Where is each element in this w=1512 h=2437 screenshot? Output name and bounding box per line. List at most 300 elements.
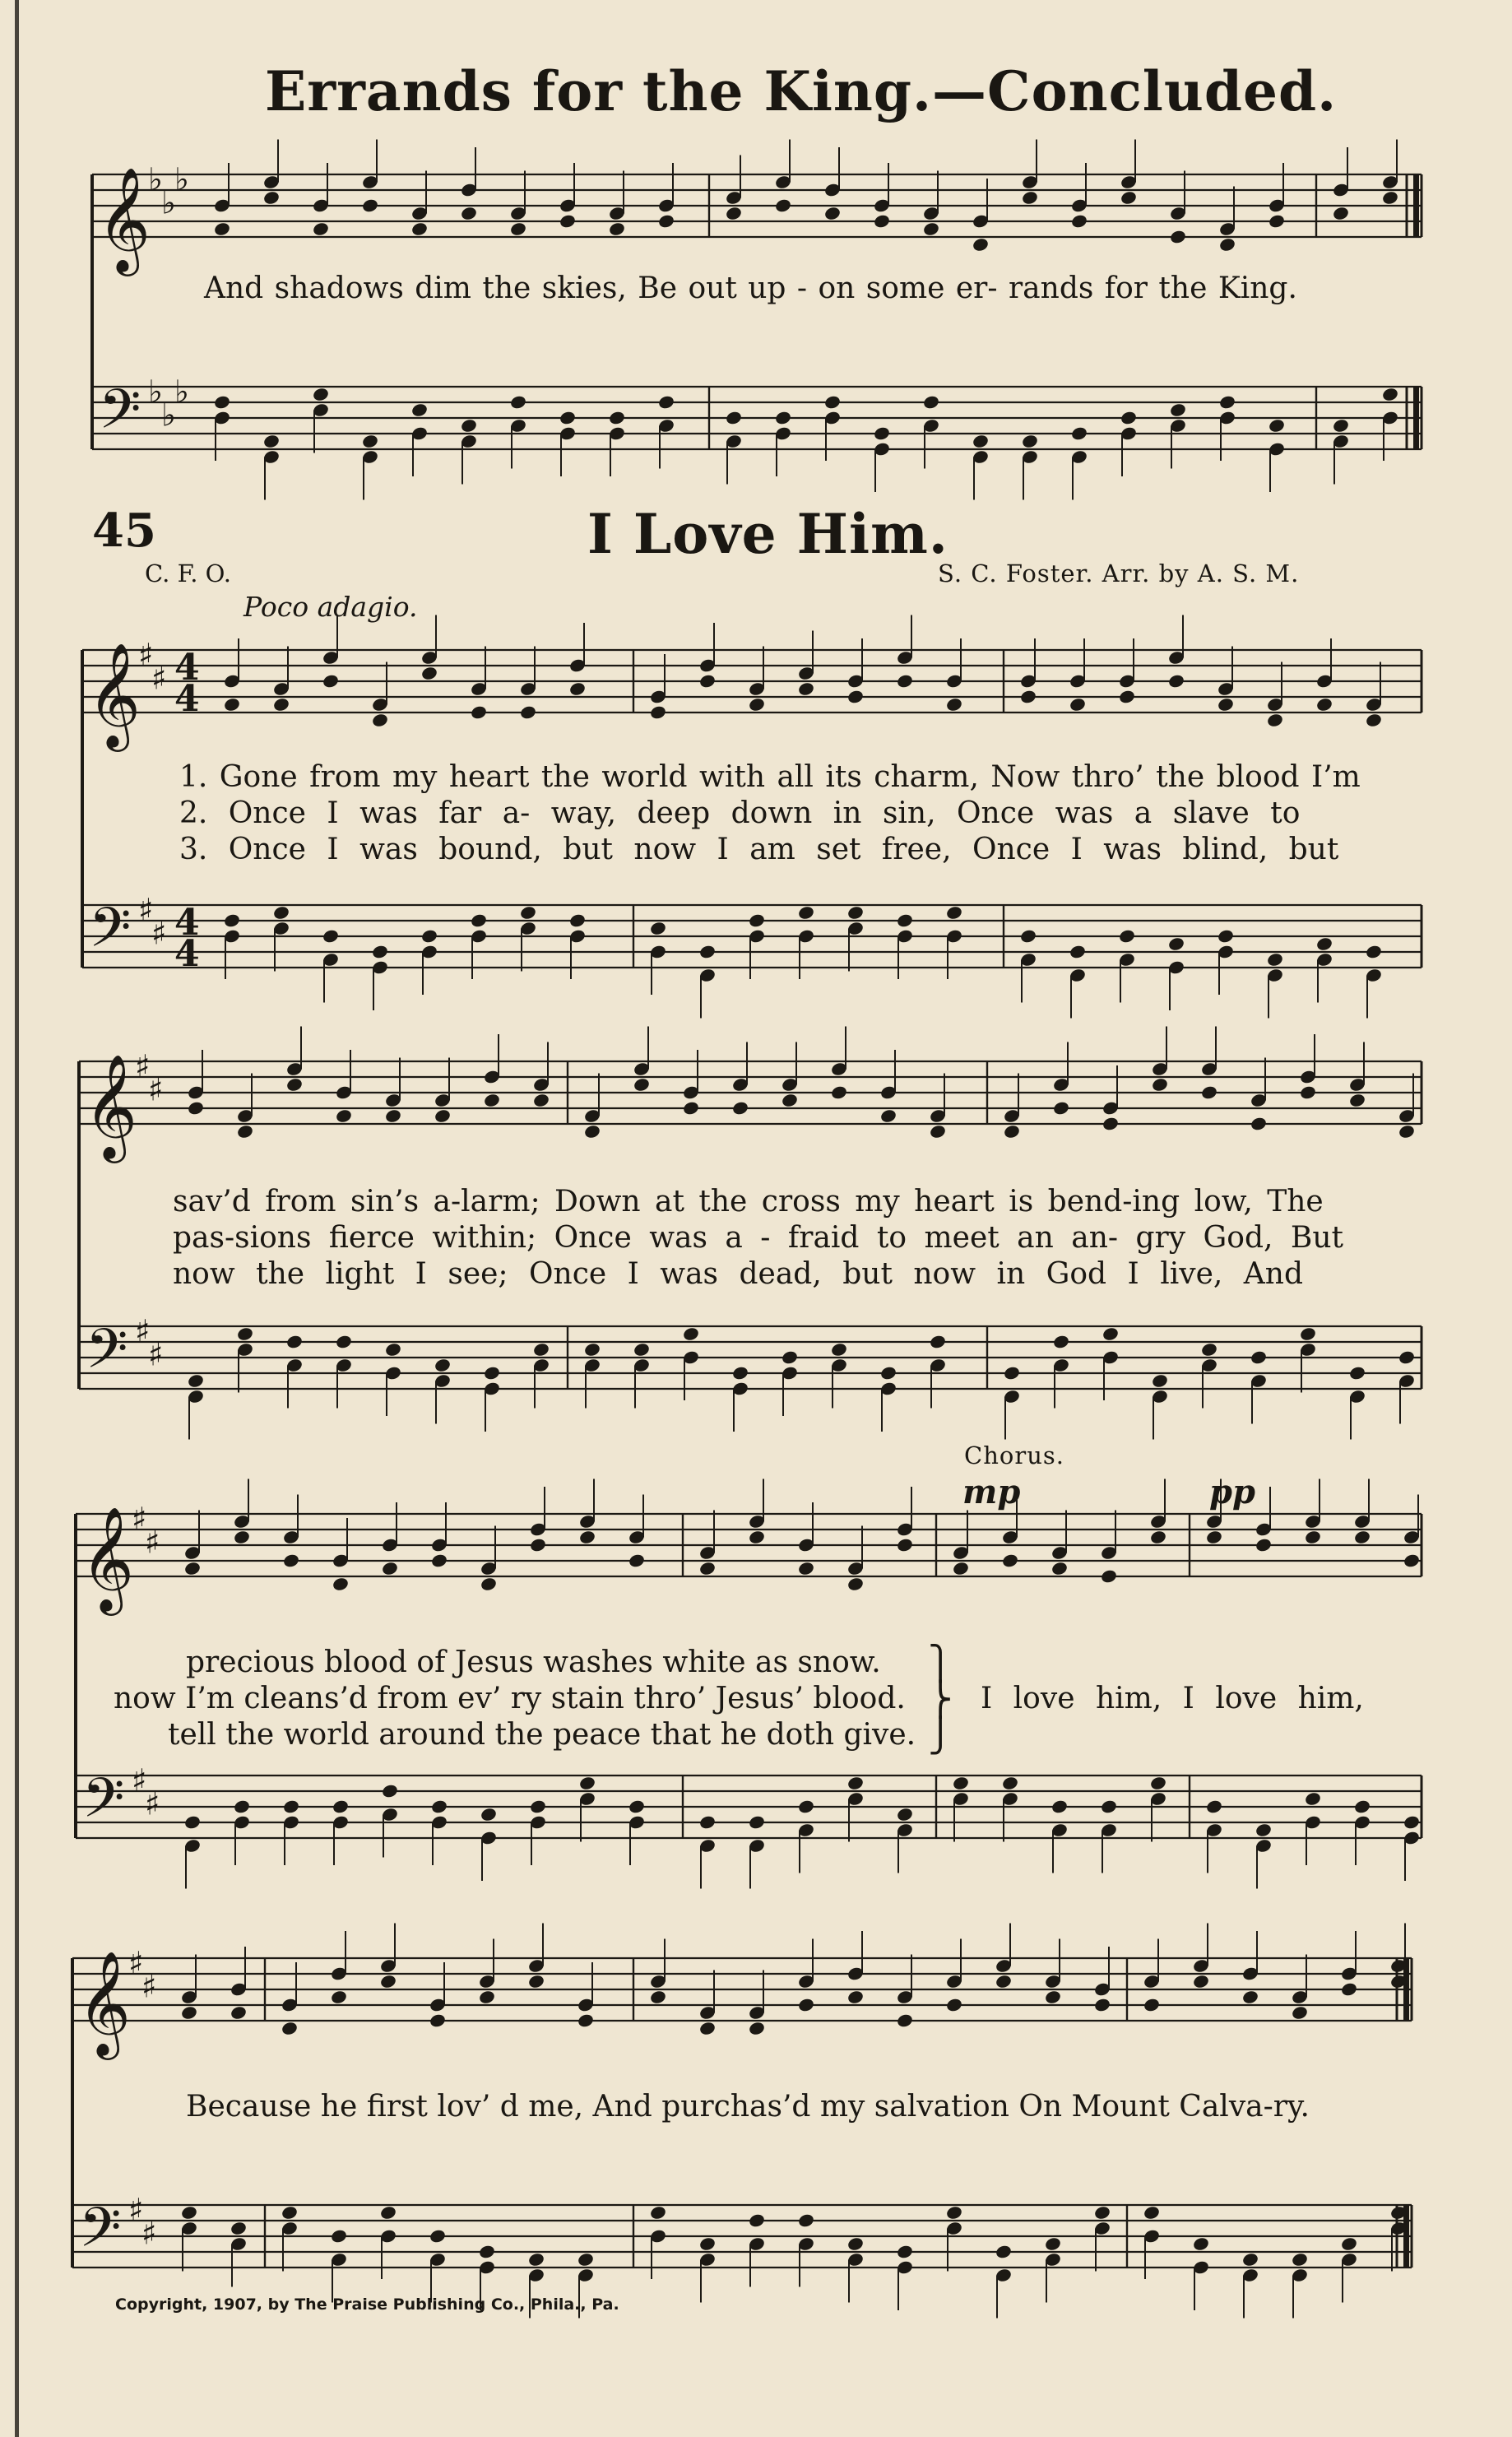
note-head bbox=[846, 2236, 865, 2252]
treble-clef-icon: 𝄞 bbox=[84, 1053, 138, 1158]
note-head bbox=[1003, 1365, 1021, 1381]
note-head bbox=[519, 704, 537, 720]
note-head bbox=[1200, 1342, 1218, 1358]
note-head bbox=[578, 1530, 596, 1545]
note-head bbox=[649, 921, 667, 936]
note-head bbox=[434, 1358, 452, 1373]
note-head bbox=[322, 928, 340, 944]
final-barline-thick bbox=[1413, 174, 1419, 237]
note-head bbox=[846, 1776, 865, 1791]
note-head bbox=[698, 673, 717, 689]
note-head bbox=[519, 905, 537, 921]
note-head bbox=[460, 206, 478, 221]
note-head bbox=[879, 1365, 897, 1381]
note-head bbox=[972, 434, 990, 449]
note-head bbox=[381, 1783, 399, 1799]
flat-icon: ♭ bbox=[174, 374, 189, 410]
note-head bbox=[1398, 1349, 1416, 1365]
note-head bbox=[649, 1989, 667, 2005]
note-head bbox=[559, 213, 577, 229]
note-head bbox=[230, 2005, 248, 2021]
note-head bbox=[1167, 936, 1185, 952]
note-head bbox=[748, 2021, 766, 2036]
note-head bbox=[698, 2236, 717, 2252]
note-head bbox=[922, 394, 940, 410]
sharp-icon: ♯ bbox=[138, 892, 154, 928]
flat-icon: ♭ bbox=[161, 184, 176, 221]
previous-song-lyric: And shadows dim the skies, Be out up - on some er- rands for the King. bbox=[204, 272, 1297, 305]
note-head bbox=[371, 944, 389, 959]
verse-1-line-1: 1. Gone from my heart the world with all its charm, Now thro’ the blood I’m bbox=[179, 760, 1361, 794]
note-head bbox=[236, 1326, 254, 1342]
note-head bbox=[698, 2021, 717, 2036]
flat-icon: ♭ bbox=[174, 161, 189, 197]
note-head bbox=[748, 912, 766, 928]
note-head bbox=[282, 1553, 300, 1568]
note-head bbox=[230, 2221, 248, 2236]
note-head bbox=[1268, 418, 1286, 434]
note-head bbox=[1102, 1116, 1120, 1131]
dynamic-mp: mp bbox=[962, 1473, 1021, 1511]
note-head bbox=[1200, 1084, 1218, 1100]
note-head bbox=[748, 1530, 766, 1545]
note-head bbox=[774, 197, 792, 213]
note-head bbox=[371, 713, 389, 728]
note-head bbox=[335, 1108, 353, 1124]
time-signature-digit: 4 bbox=[174, 647, 200, 689]
note-head bbox=[1255, 1822, 1273, 1838]
note-head bbox=[379, 1974, 397, 1989]
note-head bbox=[781, 1349, 799, 1365]
note-head bbox=[282, 1799, 300, 1814]
note-head bbox=[529, 1537, 547, 1553]
note-head bbox=[929, 1334, 947, 1349]
final-barline-thick bbox=[1413, 387, 1419, 449]
note-head bbox=[1205, 1799, 1223, 1814]
note-head bbox=[1169, 229, 1187, 244]
note-head bbox=[233, 1530, 251, 1545]
note-head bbox=[995, 2244, 1013, 2259]
note-head bbox=[1217, 928, 1235, 944]
sharp-icon: ♯ bbox=[132, 1762, 147, 1799]
note-head bbox=[1019, 689, 1037, 704]
note-head bbox=[846, 689, 865, 704]
note-head bbox=[1299, 1326, 1317, 1342]
verse-1-line-2: sav’d from sin’s a-larm; Down at the cross my heart is bend-ing low, The bbox=[173, 1185, 1324, 1218]
note-head bbox=[1169, 402, 1187, 418]
note-head bbox=[896, 2012, 914, 2028]
note-head bbox=[830, 1084, 848, 1100]
note-head bbox=[830, 1342, 848, 1358]
note-head bbox=[682, 1326, 700, 1342]
note-head bbox=[1250, 1116, 1268, 1131]
note-head bbox=[577, 2012, 595, 2028]
note-head bbox=[285, 1334, 304, 1349]
note-head bbox=[384, 1108, 402, 1124]
note-head bbox=[312, 387, 330, 402]
note-head bbox=[608, 410, 626, 425]
note-head bbox=[628, 1553, 646, 1568]
note-head bbox=[995, 1974, 1013, 1989]
note-head bbox=[578, 1776, 596, 1791]
note-head bbox=[846, 1576, 865, 1592]
note-head bbox=[183, 1561, 202, 1576]
note-head bbox=[532, 1342, 550, 1358]
note-head bbox=[1167, 673, 1185, 689]
song-title: I Love Him. bbox=[587, 502, 948, 566]
chorus-line: Because he first lov’ d me, And purchas’d my salvation On Mount Calva-ry. bbox=[186, 2090, 1310, 2124]
note-head bbox=[608, 221, 626, 237]
treble-clef-icon: 𝄞 bbox=[77, 1950, 132, 2055]
note-head bbox=[577, 2252, 595, 2268]
note-head bbox=[1052, 1334, 1070, 1349]
note-head bbox=[480, 1807, 498, 1822]
note-head bbox=[952, 1776, 970, 1791]
note-head bbox=[262, 434, 281, 449]
note-head bbox=[682, 1100, 700, 1116]
note-head bbox=[1340, 1981, 1358, 1997]
note-head bbox=[332, 1799, 350, 1814]
note-head bbox=[774, 410, 792, 425]
note-head bbox=[1019, 928, 1037, 944]
note-head bbox=[529, 1799, 547, 1814]
note-head bbox=[945, 905, 963, 921]
note-head bbox=[649, 704, 667, 720]
note-head bbox=[180, 2005, 198, 2021]
note-head bbox=[1003, 1124, 1021, 1140]
note-head bbox=[698, 1561, 717, 1576]
note-head bbox=[213, 221, 231, 237]
note-head bbox=[1218, 394, 1236, 410]
note-head bbox=[1332, 206, 1350, 221]
note-head bbox=[568, 681, 587, 697]
note-head bbox=[480, 1576, 498, 1592]
note-head bbox=[1381, 387, 1399, 402]
tempo-marking: Poco adagio. bbox=[243, 591, 418, 623]
note-head bbox=[922, 221, 940, 237]
note-head bbox=[873, 213, 891, 229]
note-head bbox=[1149, 1530, 1167, 1545]
note-head bbox=[1205, 1530, 1223, 1545]
verse-3-line-3: tell the world around the peace that he doth give. bbox=[168, 1718, 916, 1752]
verse-3-line-1: 3. Once I was bound, but now I am set free, Once I was blind, but bbox=[179, 833, 1339, 866]
note-head bbox=[1118, 928, 1136, 944]
note-head bbox=[233, 1799, 251, 1814]
meter-label: C. F. O. bbox=[145, 559, 231, 587]
dynamic-pp: pp bbox=[1209, 1473, 1255, 1511]
verse-1-line-3: precious blood of Jesus washes white as snow. bbox=[186, 1646, 881, 1679]
note-head bbox=[1120, 190, 1138, 206]
composer-credit: S. C. Foster. Arr. by A. S. M. bbox=[938, 559, 1300, 587]
note-head bbox=[1069, 697, 1087, 713]
note-head bbox=[945, 2205, 963, 2221]
note-head bbox=[1021, 190, 1039, 206]
note-head bbox=[509, 394, 527, 410]
note-head bbox=[929, 1124, 947, 1140]
chorus-words: I love him, I love him, bbox=[981, 1682, 1364, 1715]
sharp-icon: ♯ bbox=[135, 1313, 151, 1349]
note-head bbox=[381, 1561, 399, 1576]
note-head bbox=[1100, 1568, 1118, 1584]
note-head bbox=[1218, 237, 1236, 253]
note-head bbox=[781, 1093, 799, 1108]
verse-2-line-1: 2. Once I was far a- way, deep down in sin, Once was a slave to bbox=[179, 796, 1301, 830]
note-head bbox=[1348, 1093, 1366, 1108]
note-head bbox=[1192, 2236, 1210, 2252]
note-head bbox=[379, 2205, 397, 2221]
note-head bbox=[1266, 713, 1284, 728]
note-head bbox=[1044, 1989, 1062, 2005]
note-head bbox=[797, 1997, 815, 2012]
note-head bbox=[1021, 434, 1039, 449]
note-head bbox=[628, 1799, 646, 1814]
note-head bbox=[568, 912, 587, 928]
note-head bbox=[187, 1100, 205, 1116]
note-head bbox=[1044, 2236, 1062, 2252]
time-signature-digit: 4 bbox=[174, 902, 200, 944]
note-head bbox=[1070, 425, 1088, 441]
note-head bbox=[797, 1799, 815, 1814]
note-head bbox=[972, 237, 990, 253]
note-head bbox=[896, 912, 914, 928]
note-head bbox=[236, 1124, 254, 1140]
note-head bbox=[879, 1108, 897, 1124]
note-head bbox=[1268, 213, 1286, 229]
note-head bbox=[1255, 1537, 1273, 1553]
note-head bbox=[1143, 1997, 1161, 2012]
copyright-notice: Copyright, 1907, by The Praise Publishing Co., Phila., Pa. bbox=[115, 2295, 619, 2314]
note-head bbox=[1304, 1530, 1322, 1545]
treble-clef-icon: 𝄞 bbox=[97, 166, 151, 272]
note-head bbox=[583, 1124, 601, 1140]
note-head bbox=[223, 697, 241, 713]
chorus-label: Chorus. bbox=[964, 1441, 1064, 1469]
note-head bbox=[330, 1989, 348, 2005]
note-head bbox=[483, 1093, 501, 1108]
note-head bbox=[797, 681, 815, 697]
note-head bbox=[1151, 1077, 1169, 1093]
sharp-icon: ♯ bbox=[141, 2215, 157, 2252]
sharp-icon: ♯ bbox=[148, 1071, 164, 1108]
note-head bbox=[1353, 1799, 1371, 1814]
note-head bbox=[1093, 1997, 1111, 2012]
note-head bbox=[896, 2244, 914, 2259]
note-head bbox=[483, 1365, 501, 1381]
note-head bbox=[187, 1373, 205, 1389]
note-head bbox=[527, 1974, 545, 1989]
note-head bbox=[332, 1576, 350, 1592]
note-head bbox=[823, 206, 842, 221]
note-head bbox=[460, 418, 478, 434]
note-head bbox=[429, 2012, 447, 2028]
sharp-icon: ♯ bbox=[135, 1048, 151, 1084]
note-head bbox=[434, 1108, 452, 1124]
note-head bbox=[429, 2228, 447, 2244]
note-head bbox=[1365, 944, 1383, 959]
flat-icon: ♭ bbox=[148, 161, 163, 197]
note-head bbox=[180, 2205, 198, 2221]
note-head bbox=[420, 928, 438, 944]
sharp-icon: ♯ bbox=[145, 1524, 160, 1561]
note-head bbox=[272, 697, 290, 713]
note-head bbox=[583, 1342, 601, 1358]
note-head bbox=[420, 666, 438, 681]
note-head bbox=[797, 2212, 815, 2228]
note-head bbox=[223, 912, 241, 928]
note-head bbox=[1315, 697, 1333, 713]
note-head bbox=[945, 697, 963, 713]
flat-icon: ♭ bbox=[161, 397, 176, 434]
note-head bbox=[952, 1561, 970, 1576]
note-head bbox=[1304, 1791, 1322, 1807]
note-head bbox=[649, 2205, 667, 2221]
note-head bbox=[213, 394, 231, 410]
note-head bbox=[1403, 1814, 1421, 1830]
note-head bbox=[1315, 936, 1333, 952]
bass-clef-icon: 𝄢 bbox=[82, 1766, 125, 1843]
note-head bbox=[1291, 2252, 1309, 2268]
note-head bbox=[532, 1093, 550, 1108]
bass-clef-icon: 𝄢 bbox=[86, 1317, 128, 1394]
note-head bbox=[1266, 952, 1284, 968]
note-head bbox=[470, 912, 488, 928]
note-head bbox=[509, 221, 527, 237]
note-head bbox=[1051, 1561, 1069, 1576]
note-head bbox=[1403, 1553, 1421, 1568]
note-head bbox=[1299, 1084, 1317, 1100]
sharp-icon: ♯ bbox=[151, 660, 167, 697]
verse-2-line-3: now I’m cleans’d from ev’ ry stain thro’ Jesus’ blood. bbox=[114, 1682, 906, 1715]
note-head bbox=[478, 1989, 496, 2005]
note-head bbox=[361, 197, 379, 213]
note-head bbox=[1250, 1349, 1268, 1365]
treble-clef-icon: 𝄞 bbox=[81, 1506, 135, 1611]
flat-icon: ♭ bbox=[148, 374, 163, 410]
note-head bbox=[748, 1814, 766, 1830]
note-head bbox=[896, 1807, 914, 1822]
note-head bbox=[873, 425, 891, 441]
sharp-icon: ♯ bbox=[128, 2192, 144, 2228]
note-head bbox=[725, 410, 743, 425]
note-head bbox=[1120, 410, 1138, 425]
sharp-icon: ♯ bbox=[141, 1968, 157, 2005]
note-head bbox=[322, 673, 340, 689]
note-head bbox=[1217, 697, 1235, 713]
verse-3-line-2: now the light I see; Once I was dead, but now in God I live, And bbox=[173, 1257, 1303, 1291]
note-head bbox=[410, 221, 429, 237]
note-head bbox=[1340, 2236, 1358, 2252]
note-head bbox=[1291, 2005, 1309, 2021]
note-head bbox=[1069, 944, 1087, 959]
note-head bbox=[272, 905, 290, 921]
note-head bbox=[335, 1334, 353, 1349]
note-head bbox=[846, 905, 865, 921]
time-signature-digit: 4 bbox=[174, 678, 200, 720]
hymn-number: 45 bbox=[92, 504, 156, 558]
bass-clef-icon: 𝄢 bbox=[79, 2196, 122, 2272]
note-head bbox=[1118, 689, 1136, 704]
sharp-icon: ♯ bbox=[151, 915, 167, 952]
note-head bbox=[285, 1077, 304, 1093]
note-head bbox=[1151, 1373, 1169, 1389]
previous-song-title: Errands for the King.—Concluded. bbox=[265, 59, 1338, 123]
note-head bbox=[657, 394, 675, 410]
note-head bbox=[1241, 2252, 1259, 2268]
sharp-icon: ♯ bbox=[138, 637, 154, 673]
note-head bbox=[1100, 1799, 1118, 1814]
note-head bbox=[725, 206, 743, 221]
note-head bbox=[633, 1342, 651, 1358]
note-head bbox=[731, 1100, 749, 1116]
note-head bbox=[797, 905, 815, 921]
sharp-icon: ♯ bbox=[132, 1501, 147, 1537]
note-head bbox=[1001, 1553, 1019, 1568]
note-head bbox=[698, 1814, 717, 1830]
bass-clef-icon: 𝄢 bbox=[99, 378, 141, 454]
note-head bbox=[1052, 1100, 1070, 1116]
note-head bbox=[1143, 2205, 1161, 2221]
sharp-icon: ♯ bbox=[145, 1785, 160, 1822]
note-head bbox=[748, 697, 766, 713]
note-head bbox=[797, 1561, 815, 1576]
note-head bbox=[633, 1077, 651, 1093]
note-head bbox=[896, 1537, 914, 1553]
time-signature-digit: 4 bbox=[174, 933, 200, 975]
note-head bbox=[1348, 1365, 1366, 1381]
note-head bbox=[1365, 713, 1383, 728]
note-head bbox=[410, 402, 429, 418]
note-head bbox=[527, 2252, 545, 2268]
note-head bbox=[330, 2228, 348, 2244]
note-head bbox=[1332, 418, 1350, 434]
note-head bbox=[1241, 1989, 1259, 2005]
note-head bbox=[945, 1997, 963, 2012]
treble-clef-icon: 𝄞 bbox=[87, 642, 141, 747]
note-head bbox=[470, 704, 488, 720]
note-head bbox=[361, 434, 379, 449]
note-head bbox=[1070, 213, 1088, 229]
note-head bbox=[1353, 1530, 1371, 1545]
note-head bbox=[281, 2205, 299, 2221]
note-head bbox=[1381, 190, 1399, 206]
bass-clef-icon: 𝄢 bbox=[89, 896, 132, 972]
verse-2-line-2: pas-sions fierce within; Once was a - fraid to meet an an- gry God, But bbox=[173, 1221, 1344, 1255]
note-head bbox=[1051, 1799, 1069, 1814]
note-head bbox=[478, 2244, 496, 2259]
note-head bbox=[1001, 1776, 1019, 1791]
note-head bbox=[559, 410, 577, 425]
note-head bbox=[312, 221, 330, 237]
note-head bbox=[183, 1814, 202, 1830]
note-head bbox=[731, 1365, 749, 1381]
note-head bbox=[430, 1799, 448, 1814]
note-head bbox=[262, 190, 281, 206]
note-head bbox=[657, 213, 675, 229]
lyric-brace: ⎫ ⎬ ⎭ bbox=[928, 1645, 953, 1755]
note-head bbox=[1102, 1326, 1120, 1342]
note-head bbox=[384, 1342, 402, 1358]
sharp-icon: ♯ bbox=[128, 1945, 144, 1981]
sharp-icon: ♯ bbox=[148, 1336, 164, 1373]
note-head bbox=[430, 1553, 448, 1568]
note-head bbox=[698, 944, 717, 959]
note-head bbox=[823, 394, 842, 410]
note-head bbox=[1149, 1776, 1167, 1791]
note-head bbox=[1192, 1974, 1210, 1989]
note-head bbox=[281, 2021, 299, 2036]
note-head bbox=[896, 673, 914, 689]
note-head bbox=[748, 2212, 766, 2228]
